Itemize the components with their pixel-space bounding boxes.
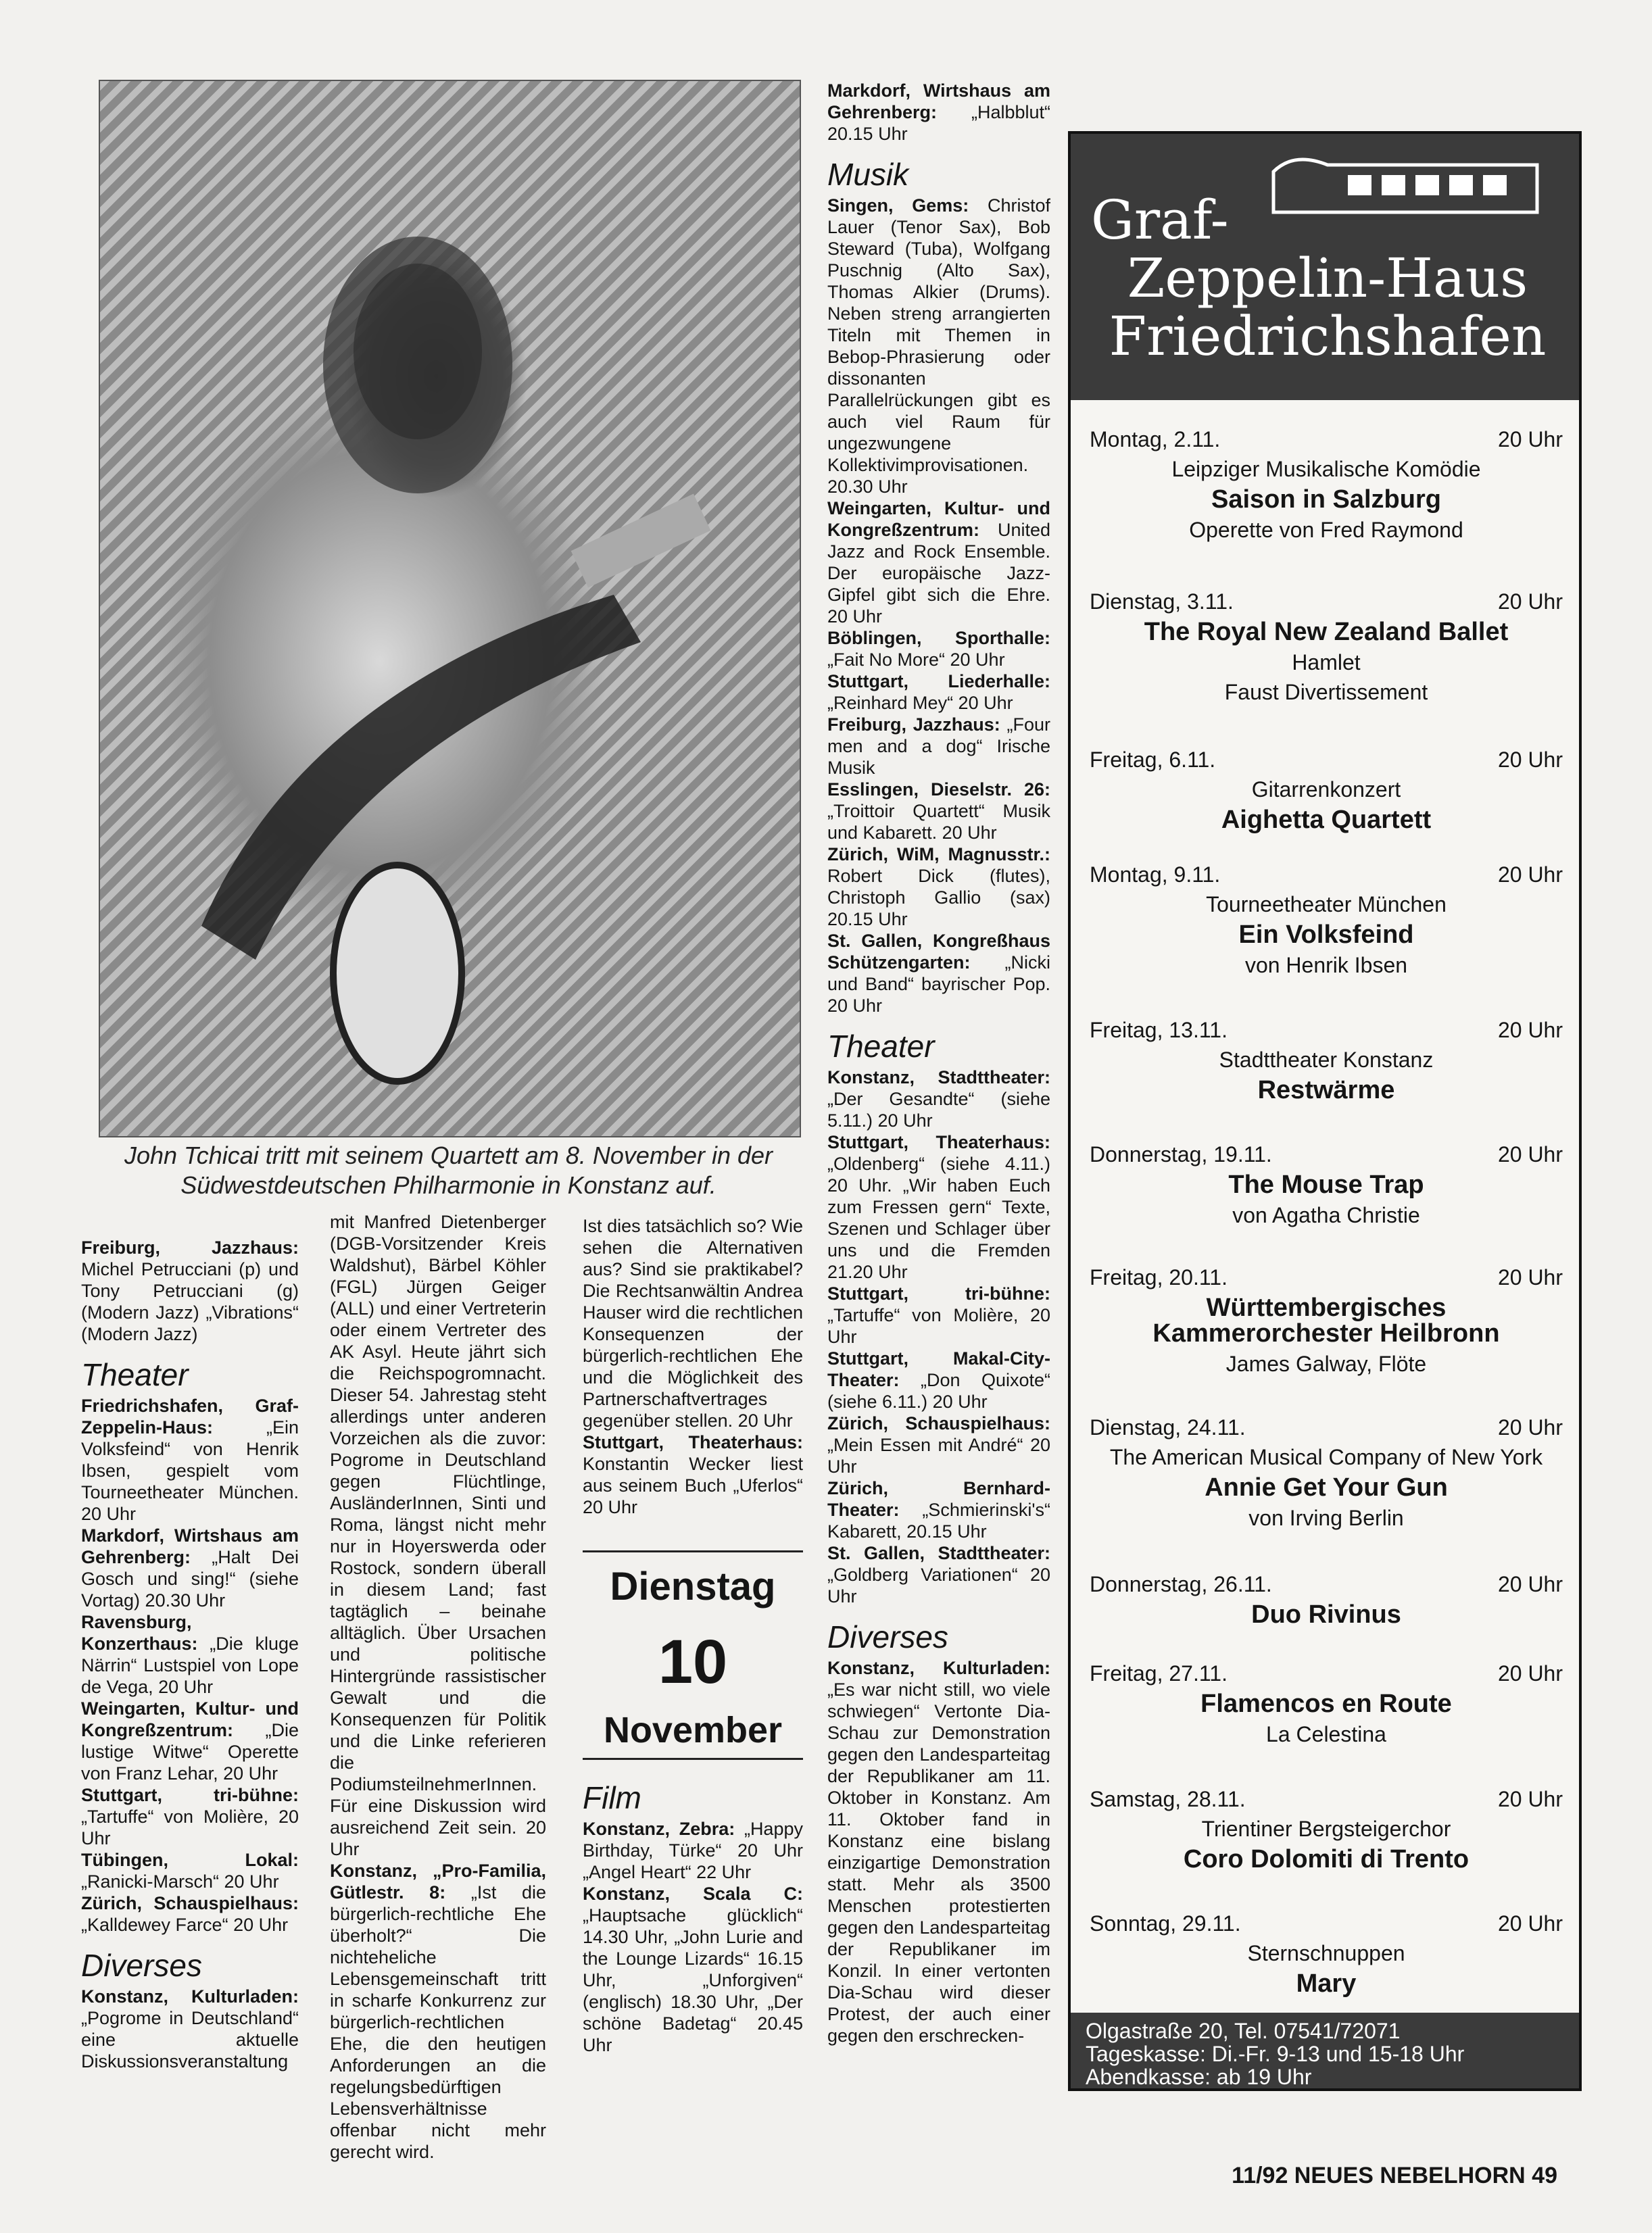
- column-2: [330, 1211, 546, 2163]
- divider: [583, 1550, 803, 1552]
- column-1: [81, 1237, 299, 2072]
- listing-entry: Stuttgart, Makal-City-Theater: „Don Quixote“ (siehe 6.11.) 20 Uhr: [827, 1348, 1050, 1412]
- ad-header: [1071, 134, 1579, 400]
- event-item: Montag, 9.11. 20 Uhr Tourneetheater München Ein Volksfeind von Henrik Ibsen: [1090, 862, 1563, 977]
- listing-entry: Stuttgart, Theaterhaus: „Oldenberg“ (siehe 4.11.) 20 Uhr. „Wir haben Euch zum Fressen gern“ Texte, Szenen und Schlager über uns und die Fremden 21.20 Uhr: [827, 1132, 1050, 1282]
- event-item: Freitag, 20.11. 20 Uhr Württembergisches Kammerorchester Heilbronn James Galway, Flöte: [1090, 1265, 1563, 1376]
- listing-entry: Stuttgart, tri-bühne: „Tartuffe“ von Molière, 20 Uhr: [81, 1785, 299, 1848]
- listing-entry: Konstanz, Scala C: „Hauptsache glücklich“ 14.30 Uhr, „John Lurie and the Lounge Lizards“ 16.15 Uhr, „Unforgiven“ (englisch) 18.30 Uhr, „Der schöne Badetag“ 20.45 Uhr: [583, 1884, 803, 2055]
- graf-zeppelin-haus-ad: [1068, 131, 1582, 2091]
- section-heading-theater: Theater: [827, 1029, 935, 1064]
- day-name: Dienstag: [610, 1565, 776, 1609]
- page-footer: 11/92 NEUES NEBELHORN 49: [1232, 2163, 1557, 2188]
- article-text: Ist dies tatsächlich so? Wie sehen die Alternativen aus? Sind sie praktikabel? Die Rechtsanwältin Andrea Hauser wird die rechtlichen Konsequenzen der bürgerlich-rechtlichen Ehe und die Möglichkeit des Partnerschaftvertrages gegenüber stellen. 20 Uhr: [583, 1216, 803, 1431]
- listing-entry: Markdorf, Wirtshaus am Gehrenberg: „Halt Dei Gosch und sing!“ (siehe Vortag) 20.30 Uhr: [81, 1525, 299, 1611]
- listing-entry: Konstanz, „Pro-Familia, Gütlestr. 8: „Ist die bürgerlich-rechtliche Ehe überholt?“ Die nichteheliche Lebensgemeinschaft tritt in scharfe Konkurrenz zur bürgerlich-rechtlichen Ehe, die den heutigen Anforderungen an die regelungsbedürftigen Lebensverhältnisse offenbar nicht mehr gerecht wird.: [330, 1861, 546, 2162]
- event-item: Samstag, 28.11. 20 Uhr Trientiner Bergsteigerchor Coro Dolomiti di Trento: [1090, 1787, 1563, 1873]
- column-3: [583, 1215, 803, 2056]
- ad-footer: Olgastraße 20, Tel. 07541/72071 Tageskasse: Di.-Fr. 9-13 und 15-18 Uhr Abendkasse: ab 19 Uhr: [1071, 2013, 1579, 2088]
- listing-entry: Singen, Gems: Christof Lauer (Tenor Sax), Bob Steward (Tuba), Wolfgang Puschnig (Alto Sax), Thomas Alkier (Drums). Neben streng arrangierten Titeln mit Themen in Bebop-Phrasierung oder dissonanten Parallelrückungen gibt es auch viel Raum für ungezwungene Kollektivimprovisationen. 20.30 Uhr: [827, 195, 1051, 497]
- listing-entry: St. Gallen, Stadttheater: „Goldberg Variationen“ 20 Uhr: [827, 1543, 1050, 1606]
- listing-entry: Weingarten, Kultur- und Kongreßzentrum: „Die lustige Witwe“ Operette von Franz Lehar, 20 Uhr: [81, 1698, 299, 1784]
- section-heading-film: Film: [583, 1780, 641, 1815]
- listing-entry: St. Gallen, Kongreßhaus Schützengarten: „Nicki und Band“ bayrischer Pop. 20 Uhr: [827, 931, 1050, 1016]
- listing-entry: Stuttgart, tri-bühne: „Tartuffe“ von Molière, 20 Uhr: [827, 1283, 1050, 1347]
- event-item: Freitag, 6.11. 20 Uhr Gitarrenkonzert Aighetta Quartett: [1090, 747, 1563, 834]
- listing-entry: Friedrichshafen, Graf-Zeppelin-Haus: „Ein Volksfeind“ von Henrik Ibsen, gespielt vom Tourneetheater München. 20 Uhr: [81, 1396, 299, 1524]
- ad-title: Graf- Zeppelin-Haus Friedrichshafen: [1091, 189, 1547, 368]
- listing-entry: Konstanz, Kulturladen: „Pogrome in Deutschland“ eine aktuelle Diskussionsveranstaltung: [81, 1986, 299, 2071]
- listing-entry: Konstanz, Zebra: „Happy Birthday, Türke“ 20 Uhr „Angel Heart“ 22 Uhr: [583, 1819, 803, 1882]
- article-text: mit Manfred Dietenberger (DGB-Vorsitzender Kreis Waldshut), Bärbel Köhler (FGL) Jürgen Geiger (ALL) und einer Vertreterin oder einem Vertreter des AK Asyl. Heute jährt sich die Reichspogromnacht. Dieser 54. Jahrestag steht allerdings unter anderen Vorzeichen als die zuvor: Pogrome in Deutschland gegen Flüchtlinge, AusländerInnen, Sinti und Roma, längst nicht mehr nur in Hoyerswerda oder Rostock, sondern überall in diesem Land; fast tagtäglich – beinahe alltäglich. Über Ursachen und politische Hintergründe rassistischer Gewalt und die Konsequenzen für Politik und die Linke referieren die PodiumsteilnehmerInnen. Für eine Diskussion wird ausreichend Zeit sein. 20 Uhr: [330, 1212, 546, 1859]
- section-heading-diverses: Diverses: [81, 1948, 202, 1983]
- listing-entry: Freiburg, Jazzhaus: Michel Petrucciani (p) und Tony Petrucciani (g) (Modern Jazz) „Vibrations“ (Modern Jazz): [81, 1237, 299, 1344]
- listing-entry: Zürich, Schauspielhaus: „Kalldewey Farce“ 20 Uhr: [81, 1893, 299, 1935]
- listing-entry: Stuttgart, Theaterhaus: Konstantin Wecker liest aus seinem Buch „Uferlos“ 20 Uhr: [583, 1432, 803, 1517]
- listing-entry: Esslingen, Dieselstr. 26: „Troittoir Quartett“ Musik und Kabarett. 20 Uhr: [827, 779, 1050, 843]
- event-item: Dienstag, 3.11. 20 Uhr The Royal New Zealand Ballet Hamlet Faust Divertissement: [1090, 589, 1563, 704]
- event-item: Sonntag, 29.11. 20 Uhr Sternschnuppen Mary: [1090, 1911, 1563, 1998]
- listing-entry: Konstanz, Kulturladen: „Es war nicht still, wo viele schwiegen“ Vertonte Dia-Schau zur Demonstration gegen den Landesparteitag der Republikaner am 11. Oktober in Konstanz. Am 11. Oktober fand in Konstanz eine bislang einzigartige Demonstration statt. Mehr als 3500 Menschen protestierten gegen den Landesparteitag der Republikaner im Konzil. In einer vertonten Dia-Schau wird dieser Protest, der auch einer gegen den erschrecken-: [827, 1658, 1050, 2046]
- event-item: Dienstag, 24.11. 20 Uhr The American Musical Company of New York Annie Get Your Gun von Irving Berlin: [1090, 1415, 1563, 1530]
- listing-entry: Tübingen, Lokal: „Ranicki-Marsch“ 20 Uhr: [81, 1850, 299, 1892]
- listing-entry: Böblingen, Sporthalle: „Fait No More“ 20 Uhr: [827, 628, 1050, 670]
- divider: [583, 1758, 803, 1760]
- saxophonist-photo: [99, 80, 801, 1137]
- event-item: Freitag, 27.11. 20 Uhr Flamencos en Route La Celestina: [1090, 1661, 1563, 1746]
- listing-entry: Zürich, WiM, Magnusstr.: Robert Dick (flutes), Christoph Gallio (sax) 20.15 Uhr: [827, 844, 1050, 929]
- photo-caption: John Tchicai tritt mit seinem Quartett am 8. November in der Südwestdeutschen Philharmonie in Konstanz auf.: [124, 1142, 773, 1199]
- listing-entry: Stuttgart, Liederhalle: „Reinhard Mey“ 20 Uhr: [827, 671, 1050, 713]
- listing-entry: Markdorf, Wirtshaus am Gehrenberg: „Halbblut“ 20.15 Uhr: [827, 80, 1050, 144]
- listing-entry: Freiburg, Jazzhaus: „Four men and a dog“ Irische Musik: [827, 714, 1050, 778]
- listing-entry: Ravensburg, Konzerthaus: „Die kluge Närrin“ Lustspiel von Lope de Vega, 20 Uhr: [81, 1612, 299, 1697]
- listing-entry: Zürich, Bernhard-Theater: „Schmierinski's“ Kabarett, 20.15 Uhr: [827, 1478, 1050, 1542]
- event-item: Donnerstag, 19.11. 20 Uhr The Mouse Trap von Agatha Christie: [1090, 1142, 1563, 1227]
- event-item: Donnerstag, 26.11. 20 Uhr Duo Rivinus: [1090, 1572, 1563, 1629]
- month-name: November: [603, 1710, 783, 1750]
- day-number: 10: [658, 1627, 728, 1696]
- section-heading-musik: Musik: [827, 157, 909, 192]
- listing-entry: Weingarten, Kultur- und Kongreßzentrum: United Jazz and Rock Ensemble. Der europäische Jazz-Gipfel gibt sich die Ehre. 20 Uhr: [827, 498, 1050, 627]
- listing-entry: Zürich, Schauspielhaus: „Mein Essen mit André“ 20 Uhr: [827, 1413, 1050, 1477]
- saxophone-illustration: [100, 81, 800, 1136]
- event-item: Freitag, 13.11. 20 Uhr Stadttheater Konstanz Restwärme: [1090, 1018, 1563, 1104]
- event-item: Montag, 2.11. 20 Uhr Leipziger Musikalische Komödie Saison in Salzburg Operette von Fred Raymond: [1090, 427, 1563, 542]
- listing-entry: Konstanz, Stadttheater: „Der Gesandte“ (siehe 5.11.) 20 Uhr: [827, 1067, 1050, 1131]
- section-heading-theater: Theater: [81, 1357, 189, 1392]
- section-heading-diverses: Diverses: [827, 1619, 948, 1654]
- column-4: [827, 80, 1050, 2046]
